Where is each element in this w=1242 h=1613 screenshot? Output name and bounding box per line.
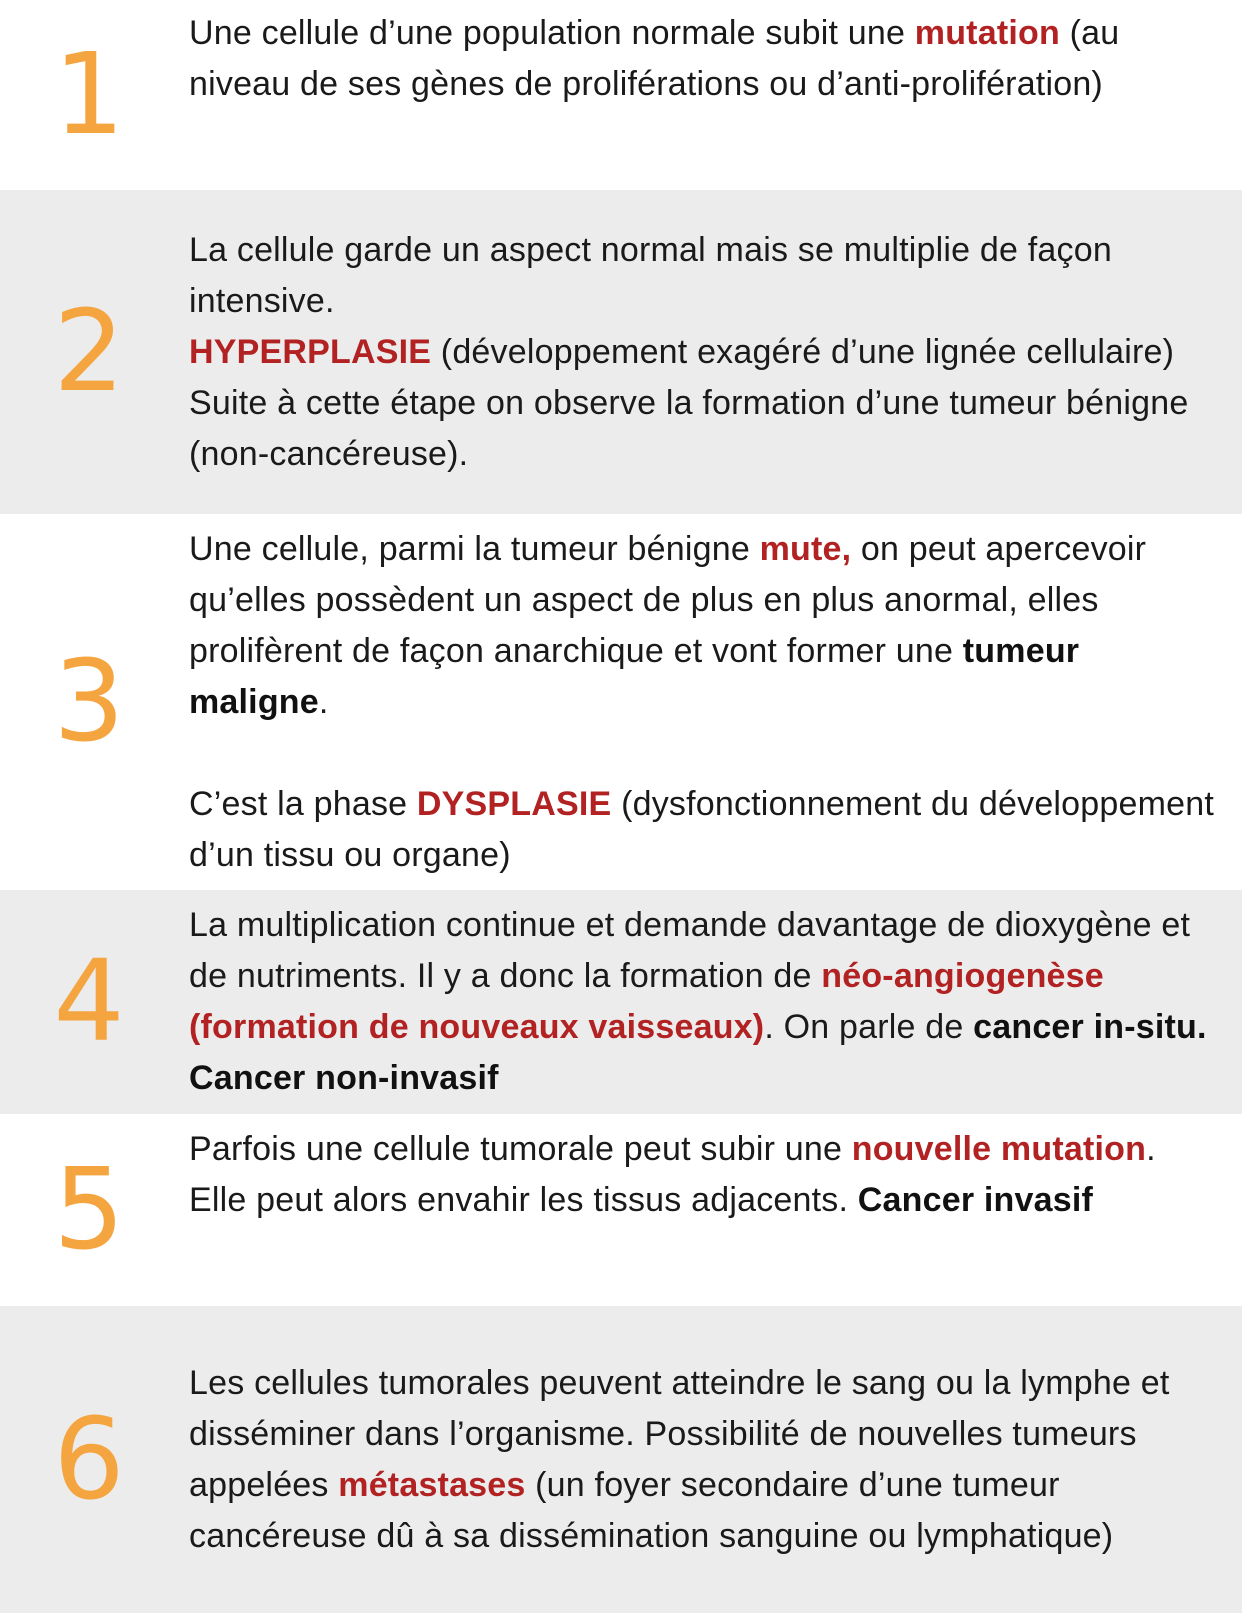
text-segment: Parfois une cellule tumorale peut subir une [189,1130,852,1168]
step-paragraph [189,327,1214,378]
text-segment: La cellule garde un aspect normal mais se multiplie de façon intensive. [189,230,1112,320]
step-number: 5 [53,1145,125,1275]
bold-term: tumeur maligne [189,631,1080,721]
text-segment: C’est la phase [189,784,417,823]
step-description [189,1358,1214,1562]
step-1 [0,0,1242,190]
text-segment: Une cellule d’une population normale subit une [189,14,915,52]
text-segment: (un foyer secondaire d’une tumeur cancéreuse dû à sa dissémination sanguine ou lymphatique) [189,1465,1114,1555]
bold-term: cancer in-situ. Cancer non-invasif [189,1008,1207,1097]
text-segment: La multiplication continue et demande davantage de dioxygène et de nutriments. Il y a donc la formation de [189,906,1191,995]
paragraph-gap [189,728,1214,779]
highlight-term: nouvelle mutation [851,1130,1147,1168]
highlight-term: métastases [338,1465,526,1504]
highlight-term: mute, [759,529,852,568]
step-number: 6 [53,1394,125,1525]
text-segment: (au niveau de ses gènes de proliférations ou d’anti-prolifération) [189,14,1120,103]
step-paragraph [189,900,1214,1104]
step-5 [0,1114,1242,1306]
highlight-term: néo-angiogenèse (formation de nouveaux vaisseaux) [189,957,1104,1046]
highlight-term: DYSPLASIE [416,784,612,823]
step-paragraph [189,225,1214,327]
step-paragraph [189,1358,1214,1562]
step-paragraph [189,1124,1214,1226]
step-description [189,8,1214,110]
text-segment: . Elle peut alors envahir les tissus adjacents. [189,1130,1156,1219]
step-number: 1 [53,30,125,160]
text-segment: Une cellule, parmi la tumeur bénigne [189,529,760,568]
step-paragraph [189,779,1214,881]
step-number: 4 [53,937,125,1067]
text-segment: Les cellules tumorales peuvent atteindre le sang ou la lymphe et disséminer dans l’organisme. Possibilité de nouvelles tumeurs appelées [189,1363,1170,1504]
text-segment: . On parle de [764,1008,974,1046]
step-paragraph [189,8,1214,110]
step-paragraph [189,524,1214,728]
highlight-term: mutation [914,14,1060,52]
step-3 [0,514,1242,890]
step-description [189,1124,1214,1226]
step-2 [0,190,1242,514]
text-segment: (développement exagéré d’une lignée cellulaire) [431,332,1175,371]
text-segment: . [318,682,329,721]
highlight-term: HYPERPLASIE [189,332,432,371]
step-6 [0,1306,1242,1613]
text-segment: (dysfonctionnement du développement d’un tissu ou organe) [189,784,1215,874]
step-paragraph [189,378,1214,480]
step-description [189,900,1214,1104]
step-description [189,524,1214,881]
text-segment: Suite à cette étape on observe la formation d’une tumeur bénigne (non-cancéreuse). [189,383,1189,473]
step-number: 2 [53,287,125,417]
step-4 [0,890,1242,1114]
step-number: 3 [53,637,125,767]
bold-term: Cancer invasif [857,1181,1094,1219]
text-segment: on peut apercevoir qu’elles possèdent un aspect de plus en plus anormal, elles prolifèrent de façon anarchique et vont former une [189,529,1147,670]
step-description [189,225,1214,480]
